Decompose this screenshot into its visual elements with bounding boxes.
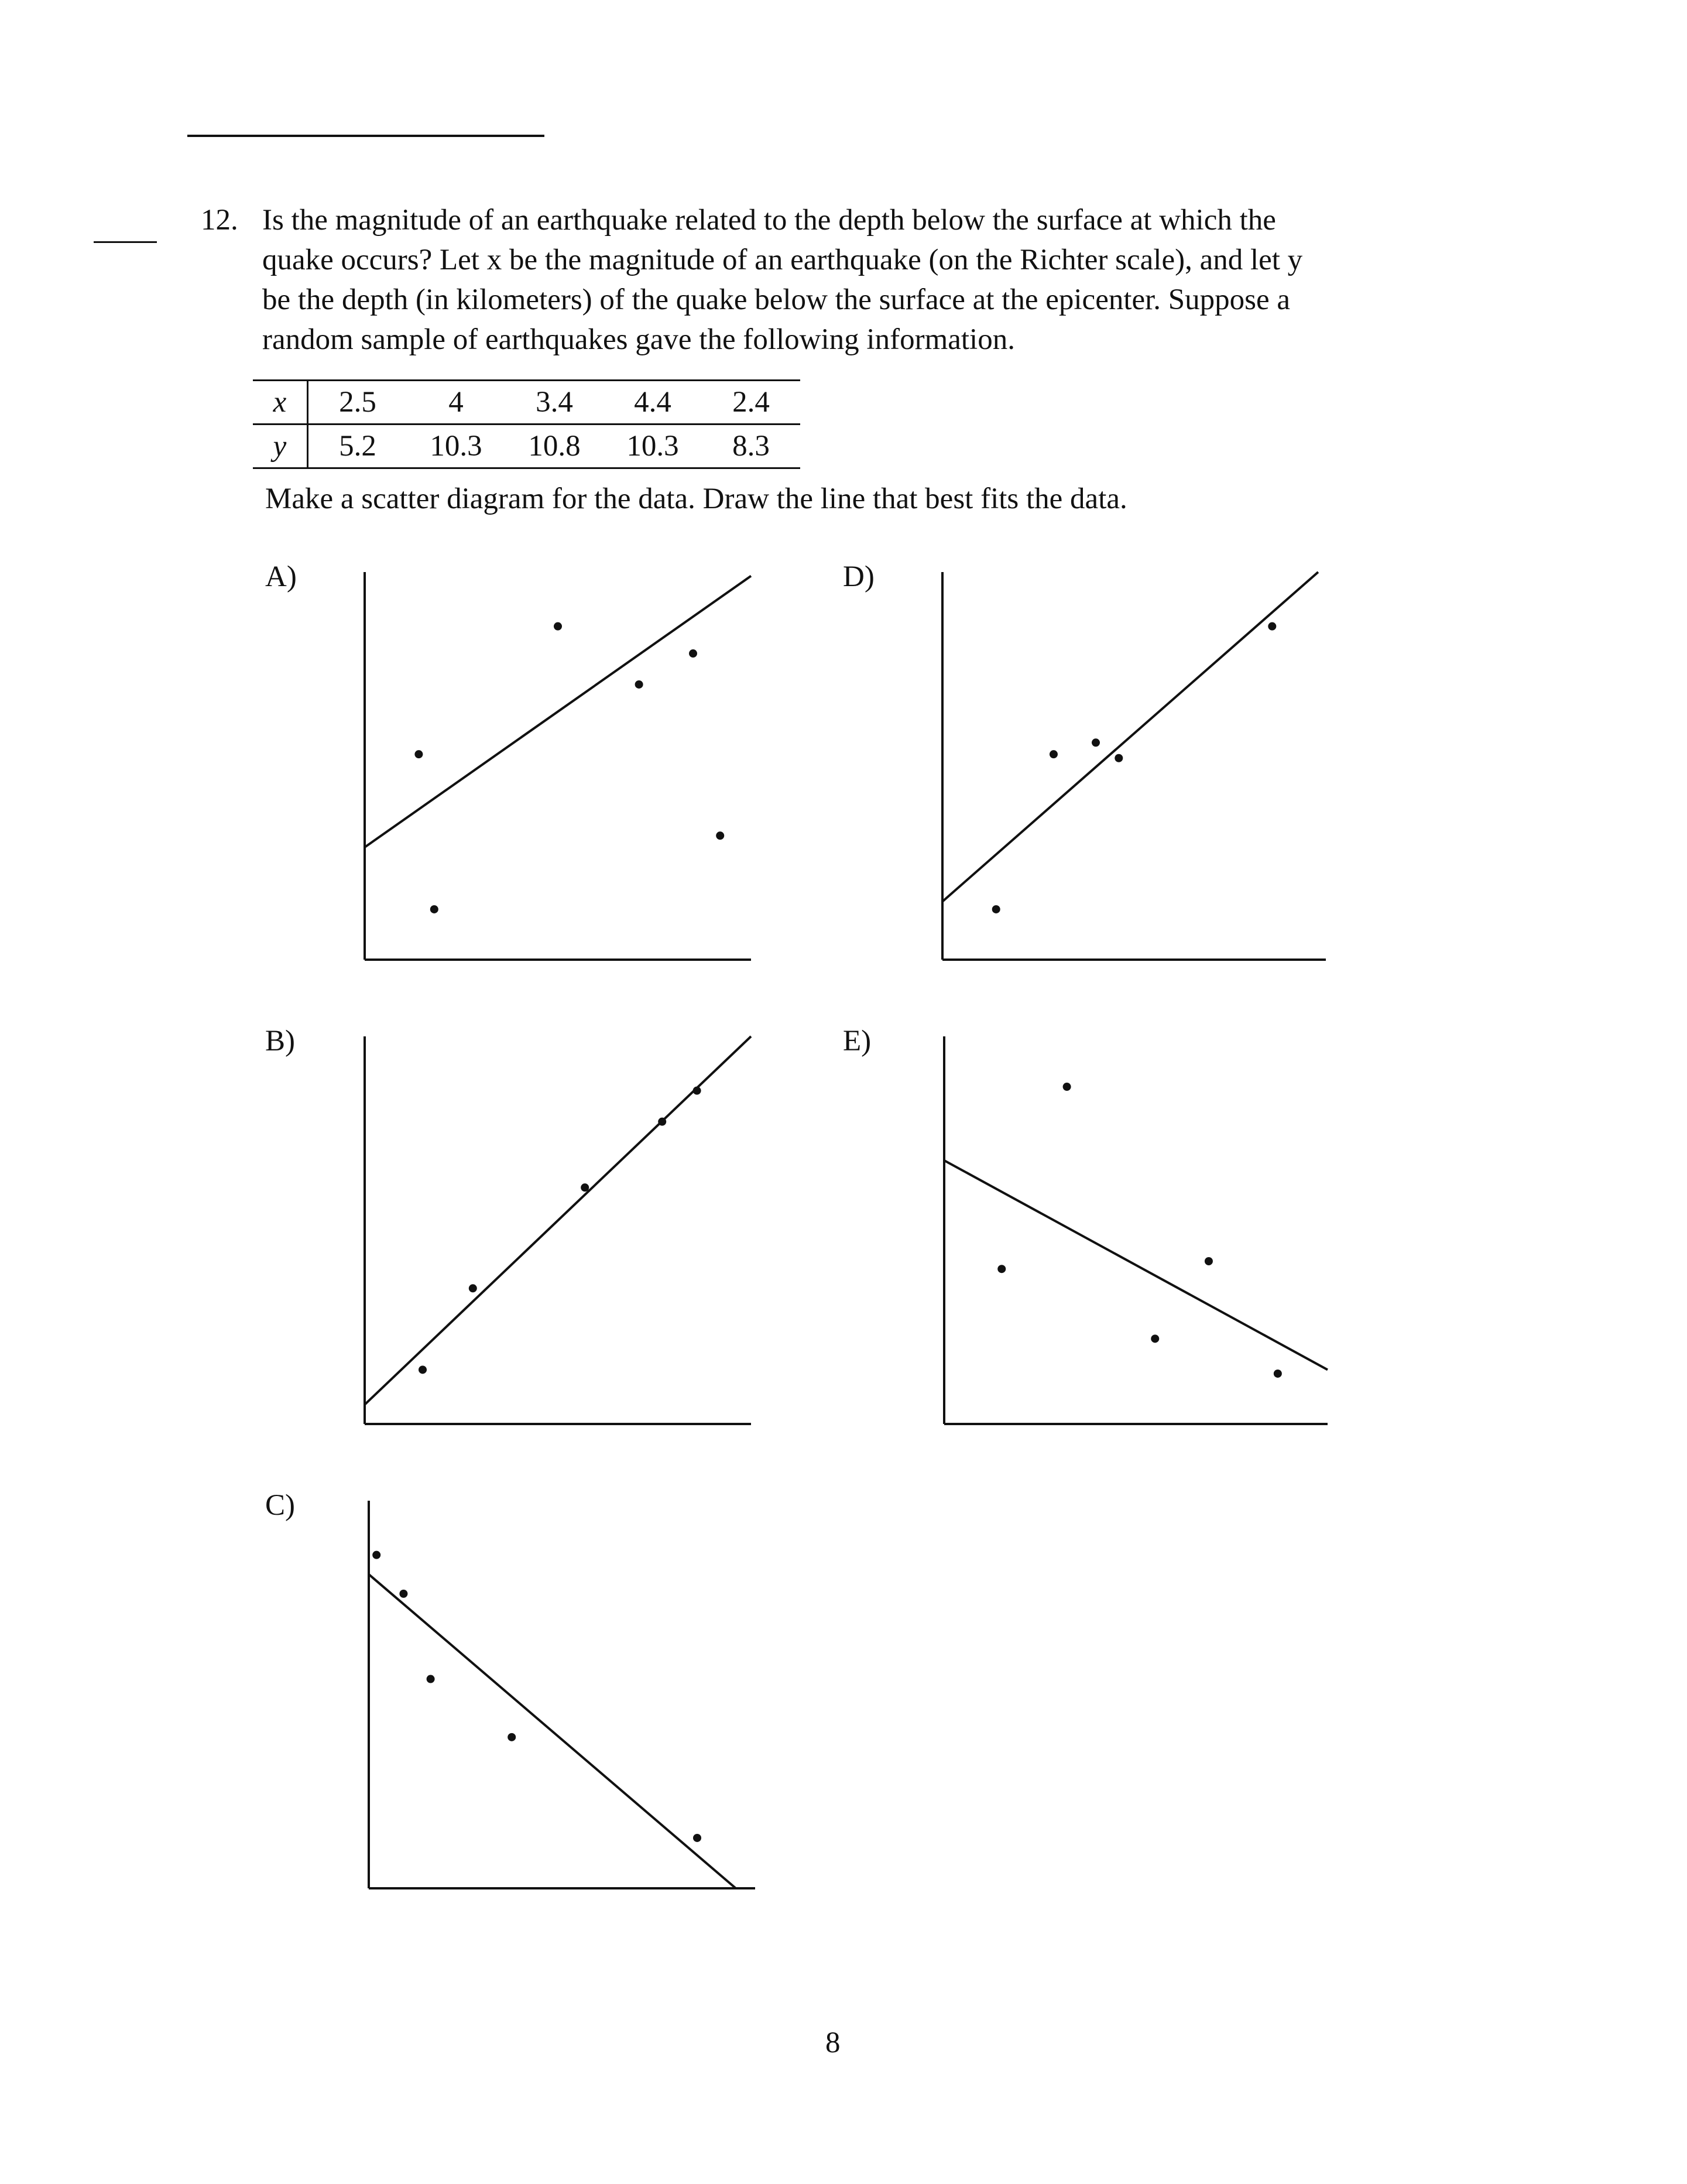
scatter-plot-b[interactable] xyxy=(365,1036,751,1424)
data-point xyxy=(1115,754,1123,762)
x-value: 2.5 xyxy=(308,381,407,425)
fit-line xyxy=(942,572,1318,902)
data-point xyxy=(693,1834,701,1842)
option-b-label[interactable]: B) xyxy=(265,1025,295,1057)
y-value: 10.3 xyxy=(407,425,505,468)
data-point xyxy=(997,1265,1006,1273)
y-value: 5.2 xyxy=(308,425,407,468)
data-point xyxy=(469,1284,477,1292)
data-point xyxy=(992,905,1000,913)
y-value: 10.8 xyxy=(505,425,604,468)
y-label: y xyxy=(253,425,308,468)
question-line: quake occurs? Let x be the magnitude of an earthquake (on the Richter scale), and let y xyxy=(262,244,1303,276)
table-row-y xyxy=(253,425,800,468)
page-number: 8 xyxy=(825,2026,841,2059)
data-point xyxy=(1268,622,1276,631)
answer-blank[interactable] xyxy=(94,241,157,243)
x-value: 3.4 xyxy=(505,381,604,425)
y-value: 10.3 xyxy=(604,425,702,468)
fit-line xyxy=(369,1574,736,1888)
scatter-plot-d[interactable] xyxy=(942,572,1326,960)
instruction-text: Make a scatter diagram for the data. Draw the line that best fits the data. xyxy=(265,482,1127,515)
data-point xyxy=(414,750,423,758)
header-rule xyxy=(187,135,544,137)
scatter-plot-e[interactable] xyxy=(944,1036,1328,1424)
data-point xyxy=(372,1551,380,1559)
question-number: 12. xyxy=(201,204,238,237)
data-table xyxy=(253,379,800,469)
option-e-label[interactable]: E) xyxy=(843,1025,872,1057)
x-label: x xyxy=(253,381,308,425)
data-point xyxy=(419,1365,427,1374)
data-point xyxy=(658,1118,666,1126)
data-point xyxy=(508,1733,516,1741)
table-row-x xyxy=(253,381,800,425)
scatter-plot-a[interactable] xyxy=(365,572,751,960)
data-point xyxy=(427,1675,435,1683)
option-d-label[interactable]: D) xyxy=(843,560,875,593)
data-point xyxy=(399,1590,407,1598)
x-value: 2.4 xyxy=(702,381,800,425)
option-c-label[interactable]: C) xyxy=(265,1489,295,1522)
question-line: Is the magnitude of an earthquake related to the depth below the surface at which the xyxy=(262,204,1276,237)
data-point xyxy=(1151,1334,1159,1343)
x-value: 4 xyxy=(407,381,505,425)
fit-line xyxy=(365,576,751,847)
question-line: be the depth (in kilometers) of the quake below the surface at the epicenter. Suppose a xyxy=(262,283,1291,316)
data-point xyxy=(1063,1083,1071,1091)
data-point xyxy=(1050,750,1058,758)
data-point xyxy=(635,680,643,689)
option-a-label[interactable]: A) xyxy=(265,560,297,593)
x-value: 4.4 xyxy=(604,381,702,425)
scatter-plot-c[interactable] xyxy=(369,1501,755,1888)
data-point xyxy=(689,649,697,658)
data-point xyxy=(1092,738,1100,747)
data-point xyxy=(581,1183,589,1192)
data-point xyxy=(1274,1370,1282,1378)
y-value: 8.3 xyxy=(702,425,800,468)
data-point xyxy=(430,905,438,913)
data-point xyxy=(554,622,562,631)
question-text xyxy=(262,200,1433,360)
question-line: random sample of earthquakes gave the following information. xyxy=(262,323,1015,356)
data-point xyxy=(1205,1257,1213,1265)
data-point xyxy=(716,831,724,840)
data-point xyxy=(693,1087,701,1095)
